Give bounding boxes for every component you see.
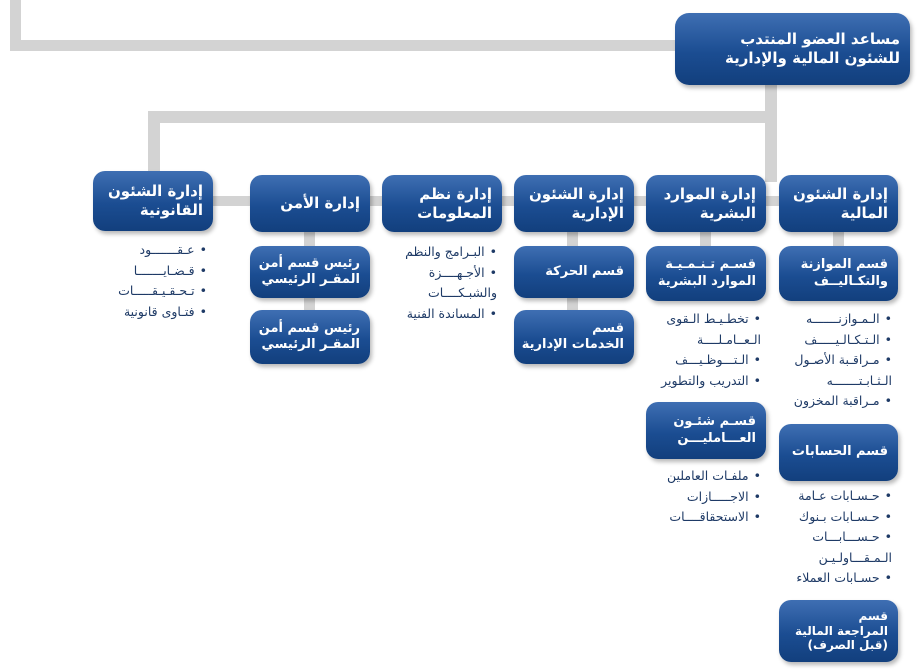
dept-legal-line1: إدارة الشئون [107, 182, 203, 201]
legal-list [118, 240, 207, 322]
top-assistant-line2: للشئون المالية والإدارية [725, 49, 900, 67]
dept-finance-line2: المالية [840, 203, 888, 222]
list-item: • قـضـايـــــــا [118, 261, 207, 282]
list-item: • الاجـــــازات [667, 487, 761, 508]
finance-accounts-line1: قسم الحسابات [791, 444, 888, 460]
list-item: • الـتـكـالـيـــــف [794, 330, 892, 351]
list-item: • تـحـقـيـقـــــات [118, 281, 207, 302]
dept-admin-line2: الإدارية [571, 203, 624, 222]
list-item: والشبـكــــات [427, 285, 497, 300]
top-assistant-box [675, 13, 910, 85]
list-item: الـعــامـلــــة [697, 331, 761, 347]
list-item: • تخطـيـط الـقوى [661, 309, 761, 330]
finance-budget-line1: قسم الموازنة [800, 257, 888, 273]
dept-hr-line2: البشرية [699, 203, 756, 222]
security-chief-box-2 [250, 310, 370, 364]
dept-legal-line2: القانونية [139, 201, 203, 219]
finance-budget-list [794, 309, 892, 412]
list-item: • فتـاوى قانونية [118, 302, 207, 323]
dept-it-line2: المعلومات [417, 203, 492, 222]
dept-it-box [382, 175, 502, 232]
connector-main-vertical [765, 84, 777, 182]
finance-budget-section-box [779, 246, 898, 301]
connector-legal-vertical [148, 111, 160, 177]
hr-development-list [661, 309, 761, 391]
security-chief1-line2: المقـر الرئيسي [261, 272, 360, 287]
connector-dept-bus [148, 111, 777, 123]
admin-services-line1: قسم [592, 320, 624, 336]
dept-finance-line1: إدارة الشئون [792, 184, 888, 203]
list-item: • الاستحقاقــــات [667, 507, 761, 528]
dept-admin-line1: إدارة الشئون [528, 184, 624, 203]
admin-services-section-box [514, 310, 634, 364]
admin-services-line2: الخدمات الإدارية [521, 337, 624, 352]
hr-development-line2: الموارد البشرية [657, 273, 756, 289]
list-item: • عـقـــــــود [118, 240, 207, 261]
hr-staff-list [667, 466, 761, 528]
list-item: الـمـقـــاولـيـن [818, 549, 892, 565]
list-item: • البـرامج والنظم [405, 242, 497, 263]
admin-movement-section-box [514, 246, 634, 298]
dept-finance-box [779, 175, 898, 232]
list-item: • مـراقـبة الأصـول [794, 350, 892, 371]
security-chief-box-1 [250, 246, 370, 298]
hr-development-line1: قسـم تـنـمـيـة [665, 257, 756, 273]
list-item: • الأجـهــــزة [405, 263, 497, 284]
dept-legal-box [93, 171, 213, 231]
list-item: • مـراقبة المخزون [794, 391, 892, 412]
security-chief1-line1: رئيس قسم أمن [258, 255, 360, 271]
list-item: • حسـابات العملاء [796, 568, 892, 589]
top-assistant-line1: مساعد العضو المنتدب [740, 30, 900, 49]
hr-development-section-box [646, 246, 766, 301]
hr-staff-affairs-section-box [646, 402, 766, 459]
security-chief2-line1: رئيس قسم أمن [258, 320, 360, 336]
dept-admin-box [514, 175, 634, 232]
connector-top-horizontal [10, 40, 676, 51]
dept-it-line1: إدارة نظم [419, 184, 492, 203]
it-list [405, 242, 497, 324]
list-item: • التدريب والتطوير [661, 371, 761, 392]
finance-audit-section-box [779, 600, 898, 662]
list-item: • حـسـابات بـنوك [796, 507, 892, 528]
dept-hr-box [646, 175, 766, 232]
dept-security-line1: إدارة الأمن [280, 194, 360, 213]
list-item: • حـسـابات عـامة [796, 486, 892, 507]
list-item: • حـســـابـــات [796, 527, 892, 548]
finance-audit-line3: (قبل الصرف) [807, 638, 888, 653]
dept-hr-line1: إدارة الموارد [663, 184, 756, 203]
list-item: • المساندة الفنية [405, 304, 497, 325]
finance-accounts-section-box [779, 424, 898, 481]
hr-staff-line1: قسـم شئـون [673, 414, 756, 430]
finance-budget-line2: والتكـاليــف [813, 273, 888, 289]
list-item: الـثـابـتـــــــه [826, 372, 892, 388]
admin-movement-line1: قسم الحركة [545, 263, 624, 279]
finance-audit-line2: المراجعة المالية [795, 623, 888, 638]
list-item: • ملفـات العاملين [667, 466, 761, 487]
finance-audit-line1: قسم [858, 609, 888, 624]
dept-security-box [250, 175, 370, 232]
security-chief2-line2: المقـر الرئيسي [261, 337, 360, 352]
connector-top-left-vertical [10, 0, 21, 51]
list-item: • الـتـــوظـيـــف [661, 350, 761, 371]
finance-accounts-list [796, 486, 892, 589]
hr-staff-line2: العـــامليـــن [677, 430, 756, 446]
list-item: • الـمـوازنـــــــه [794, 309, 892, 330]
